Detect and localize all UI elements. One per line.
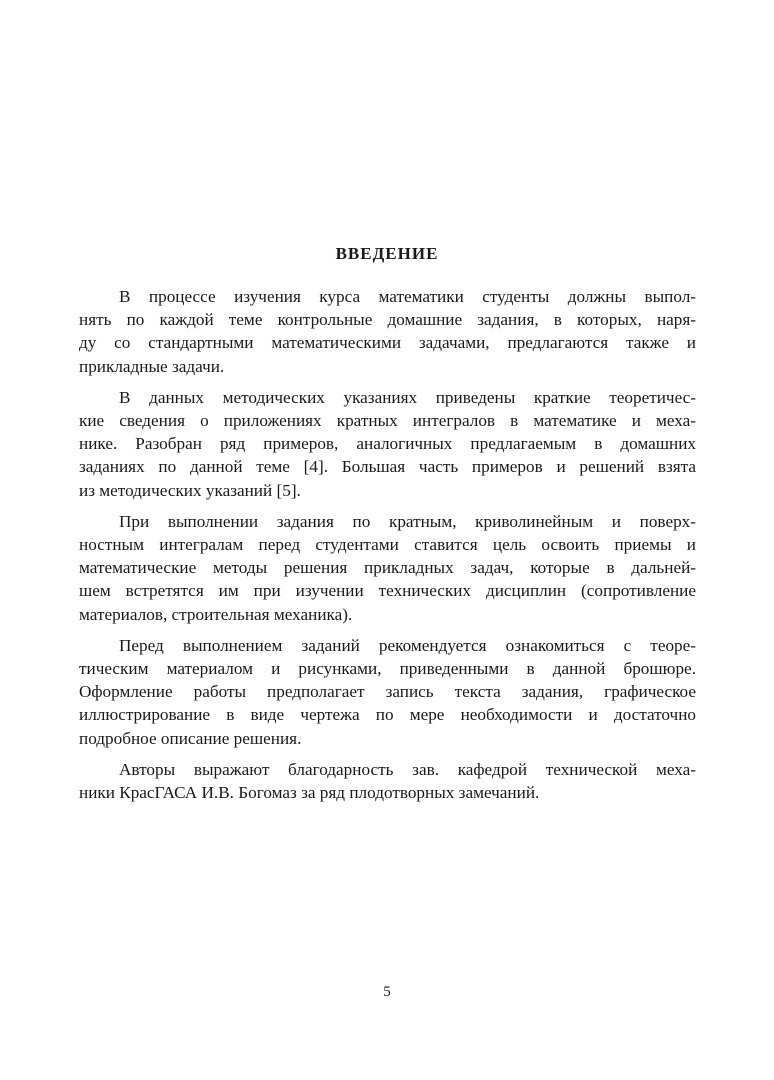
- text-line: нять по каждой теме контрольные домашние задания, в которых, наря-: [79, 310, 696, 330]
- text-line: В данных методических указаниях приведены краткие теоретичес-: [119, 387, 696, 407]
- text-line: Оформление работы предполагает запись текста задания, графическое: [79, 682, 696, 702]
- paragraph-1: [79, 285, 696, 378]
- text-line: прикладные задачи.: [79, 356, 225, 376]
- text-line: математические методы решения прикладных задач, которые в дальней-: [79, 558, 696, 578]
- paragraph-4: [79, 634, 696, 750]
- text-line: заданиях по данной теме [4]. Большая часть примеров и решений взята: [79, 457, 696, 477]
- text-line: ники КрасГАСА И.В. Богомаз за ряд плодотворных замечаний.: [79, 783, 540, 803]
- paragraph-5: [79, 758, 696, 804]
- text-line: из методических указаний [5].: [79, 480, 301, 500]
- text-line: шем встретятся им при изучении технических дисциплин (сопротивление: [79, 581, 696, 601]
- text-line: кие сведения о приложениях кратных интегралов в математике и меха-: [79, 411, 696, 431]
- text-line: иллюстрирование в виде чертежа по мере необходимости и достаточно: [79, 705, 696, 725]
- text-line: тическим материалом и рисунками, приведенными в данной брошюре.: [79, 659, 696, 679]
- text-line: При выполнении задания по кратным, криволинейным и поверх-: [119, 511, 696, 531]
- text-line: материалов, строительная механика).: [79, 604, 353, 624]
- page-number: 5: [383, 984, 391, 1000]
- body-text: [79, 285, 696, 812]
- text-line: ностным интегралам перед студентами ставится цель освоить приемы и: [79, 535, 696, 555]
- text-line: Авторы выражают благодарность зав. кафедрой технической меха-: [119, 759, 696, 779]
- text-line: подробное описание решения.: [79, 728, 302, 748]
- paragraph-2: [79, 386, 696, 502]
- text-line: В процессе изучения курса математики студенты должны выпол-: [119, 287, 696, 306]
- text-line: Перед выполнением заданий рекомендуется ознакомиться с теоре-: [119, 635, 696, 655]
- page-title: ВВЕДЕНИЕ: [335, 244, 439, 263]
- text-line: нике. Разобран ряд примеров, аналогичных предлагаемым в домашних: [79, 434, 696, 454]
- paragraph-3: [79, 510, 696, 626]
- text-line: ду со стандартными математическими задачами, предлагаются также и: [79, 333, 696, 353]
